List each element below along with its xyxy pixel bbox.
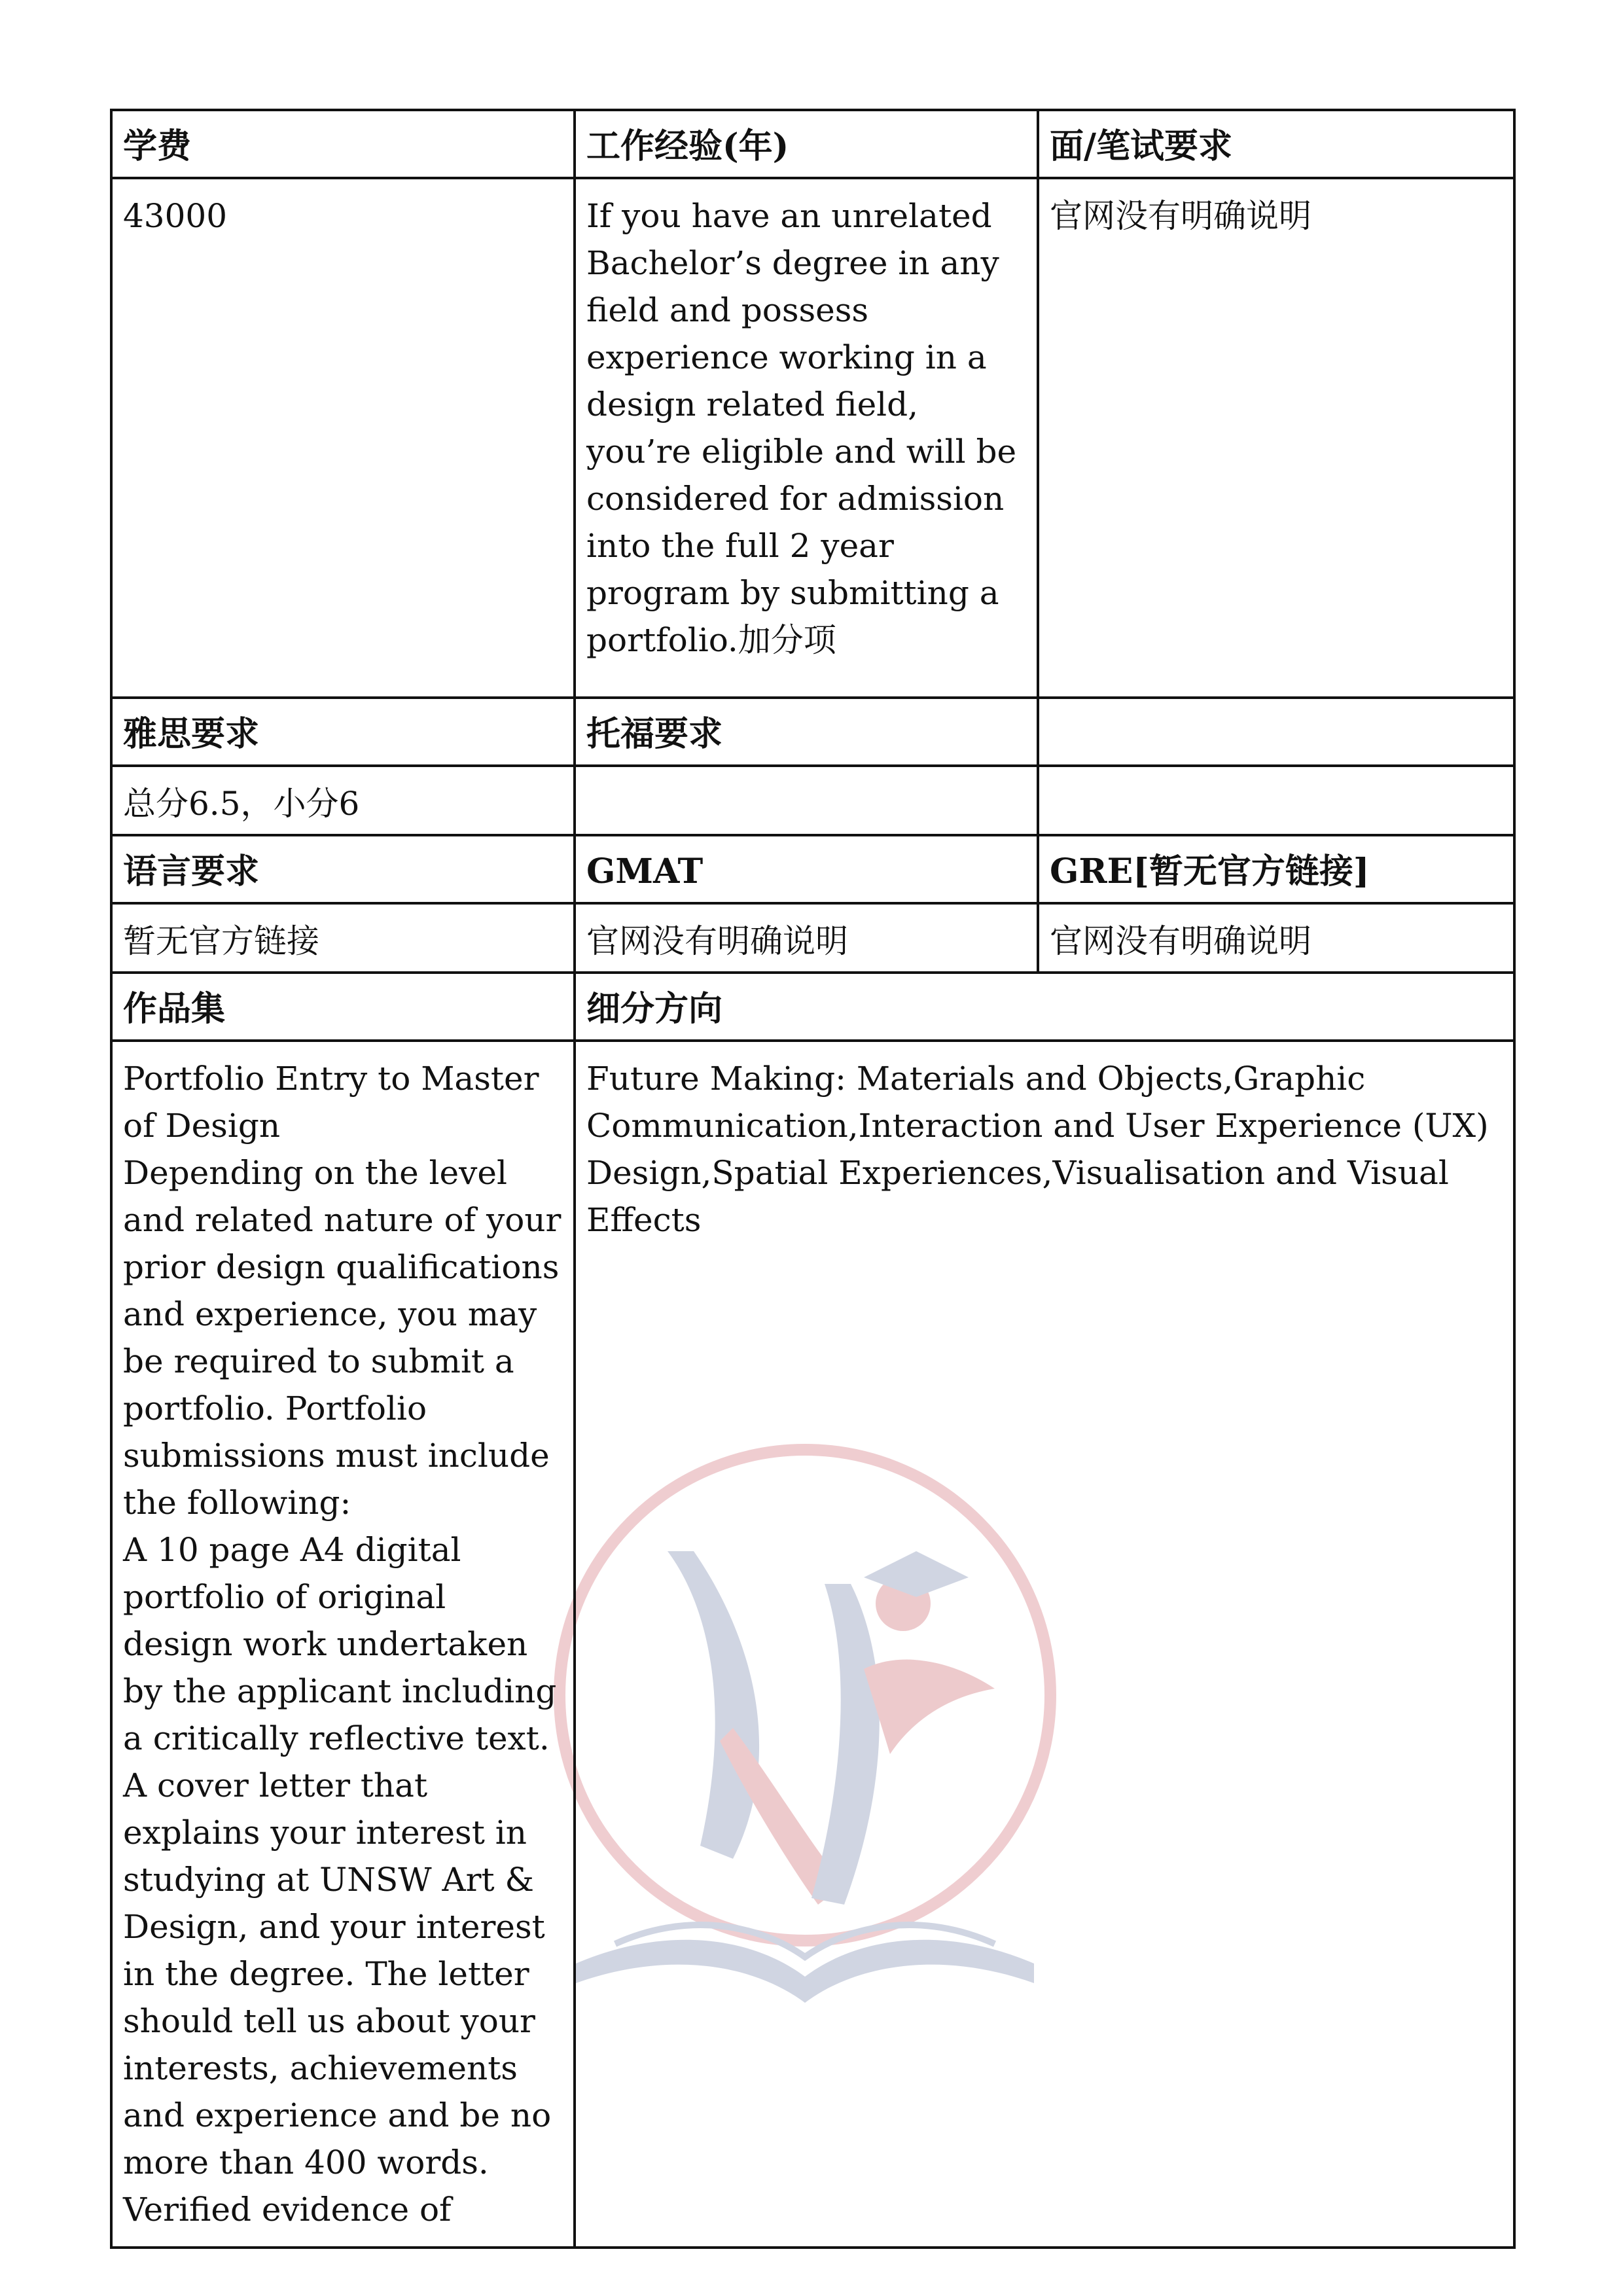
cell-gre: 官网没有明确说明 — [1038, 903, 1514, 973]
header-gmat: GMAT — [575, 835, 1038, 903]
table-row — [111, 835, 1514, 903]
cell-gmat: 官网没有明确说明 — [575, 903, 1038, 973]
header-toefl: 托福要求 — [575, 698, 1038, 766]
table-row — [111, 698, 1514, 766]
header-ielts: 雅思要求 — [111, 698, 575, 766]
table-row — [111, 766, 1514, 835]
header-language: 语言要求 — [111, 835, 575, 903]
cell-ielts: 总分6.5，小分6 — [111, 766, 575, 835]
cell-empty — [1038, 766, 1514, 835]
table-row — [111, 903, 1514, 973]
header-portfolio: 作品集 — [111, 973, 575, 1041]
cell-interview: 官网没有明确说明 — [1038, 178, 1514, 698]
header-specializations: 细分方向 — [575, 973, 1514, 1041]
table-row — [111, 110, 1514, 178]
table-row — [111, 1041, 1514, 2248]
header-empty — [1038, 698, 1514, 766]
header-interview: 面/笔试要求 — [1038, 110, 1514, 178]
program-requirements-table — [110, 109, 1516, 2249]
header-work-experience: 工作经验(年) — [575, 110, 1038, 178]
cell-portfolio: Portfolio Entry to Master of Design Depending on the level and related nature of your prior design qualifications and experience, you may be required to submit a portfolio. Portfolio submissions must include the following: A 10 page A4 digital portfolio of original design work undertaken by the applicant including a critically reflective text. A cover letter that explains your interest in studying at UNSW Art & Design, and your interest in the degree. The letter should tell us about your interests, achievements and experience and be no more than 400 words. Verified evidence of — [111, 1041, 575, 2248]
header-tuition: 学费 — [111, 110, 575, 178]
table-row — [111, 973, 1514, 1041]
cell-specializations: Future Making: Materials and Objects,Graphic Communication,Interaction and User Experience (UX) Design,Spatial Experiences,Visualisation and Visual Effects — [575, 1041, 1514, 2248]
cell-language: 暂无官方链接 — [111, 903, 575, 973]
cell-work-experience: If you have an unrelated Bachelor’s degree in any field and possess experience working in a design related field, you’re eligible and will be considered for admission into the full 2 year program by submitting a portfolio.加分项 — [575, 178, 1038, 698]
header-gre: GRE[暂无官方链接] — [1038, 835, 1514, 903]
table-row — [111, 178, 1514, 698]
cell-tuition: 43000 — [111, 178, 575, 698]
cell-toefl — [575, 766, 1038, 835]
